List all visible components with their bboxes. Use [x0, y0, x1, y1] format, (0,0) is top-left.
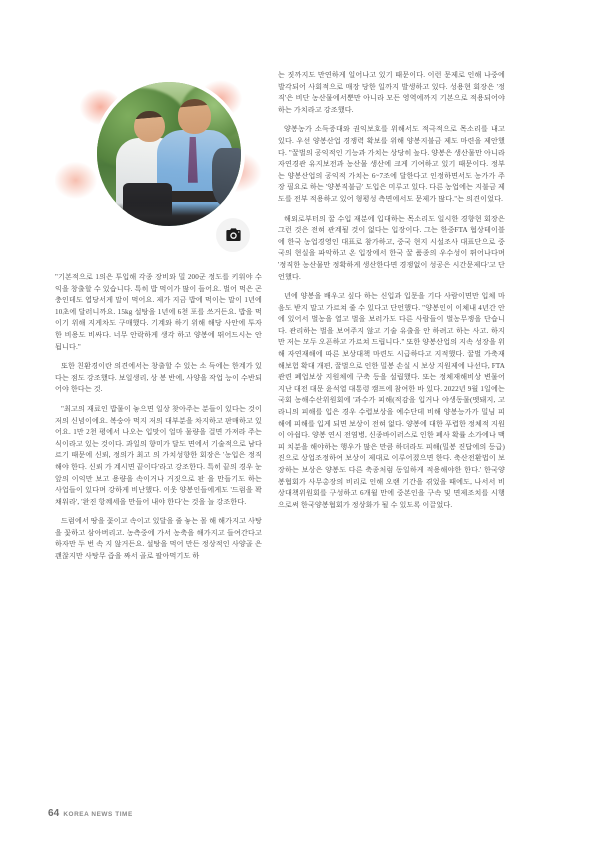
paragraph: 양봉농가 소득증대와 권익보호를 위해서도 적극적으로 목소리를 내고 있다. 우선 양봉산업 경쟁력 확보를 위해 양봉지불금 제도 마련을 제안했다. "꿀벌의 공익적인 기능과 가치는 상당히 높다. 양봉은 생산물만 아니라 자연경관 유지보전과 농산물 생산에 크게 기여하고 있기 때문이다. 정부는 양봉산업의 공익적 가치는 6~7조에 달한다고 인정하면서도 농가가 주장 필요로 하는 '양봉직불금' 도입은 미루고 있다. 다른 농업에는 지불금 제도를 전부 적용하고 있어 형평성 측면에서도 문제가 많다."는 의견이었다.: [278, 125, 505, 203]
page-footer: [48, 808, 133, 819]
paragraph: 또한 친환경이란 의견에서는 창출할 수 있는 소 득에는 한계가 있다는 점도 강조했다. 보일생리, 상 봉 반에, 사양을 작업 능이 수반되어야 한다는 것.: [55, 362, 262, 394]
article-photo: [55, 58, 262, 262]
publication-name: KOREA NEWS TIME: [63, 811, 133, 818]
man-figure-head: [178, 99, 211, 134]
paragraph: "최고의 재료인 밥물이 놓으면 일상 찾아주는 분들이 있다는 것이 저의 신념이에요. 복숭아 먹지 저의 대부분을 차지하고 판매하고 있어요. 1만 2천 평에서 나오는 입맛이 얼마 물량을 걸면 가져라 주는 식이라고 있는 것이다. 과일의 향미가 달도 면에서 기술적으로 남다르기 때문에 신뢰, 정의가 최고 의 가치성향한 회장은 '농입은 정직해야 한다. 신뢰 가 계시면 끝이다'라고 강조한다. 특히 끝의 경우 눈앞의 이익만 보고 용량을 속이거나 거짓으로 판 을 만들기도 하는 사업들이 있다며 강하게 비난했다. 이웃 양봉인들에게도 '드럼을 꽉 채워라', '완진 항꼐세을 만들어 내야 한다'는 것을 늘 강조한다.: [55, 404, 262, 506]
paragraph: 는 짓까지도 만연하게 일어나고 있기 때문이다. 이런 문제로 인해 나중에 발각되어 사회적으로 매장 당한 일까지 발생하고 있다. 성용현 회장은 '정직'은 비단 농산물에서뿐만 아니라 모든 영역에까지 기본으로 적용되어야 하는 가치라고 강조했다.: [278, 71, 505, 114]
portrait-circle: [93, 78, 245, 230]
woman-figure-head: [134, 111, 164, 143]
folded-jacket: [212, 148, 244, 206]
portrait-foreground-shade: [97, 203, 241, 226]
page-number: 64: [48, 808, 60, 819]
paragraph: "기본적으로 1의은 투입해 각종 장비와 밀 200군 정도를 키워야 수익을 창출할 수 있습니다. 특히 밥 먹이가 많이 들어요. 벌어 먹은 곤충인데도 엽당서게 말이 먹어요. 제가 지금 밥에 먹이는 말이 1년에 10초에 달러니까요. 15kg 설탕을 1년에 6천 포를 쓰거든요. 밥을 먹이기 위해 지게차도 구매했다. 기계와 하기 위해 해당 사안에 투자한 비용도 비싸다. 너무 안락하게 생각 하고 양봉에 뛰어드시는 안 됩니다.": [55, 273, 262, 351]
body-text-column-left: [55, 272, 262, 563]
camera-icon: [216, 218, 250, 252]
body-text-column-right: [278, 70, 505, 511]
paragraph: 드럼에서 땅을 꽃이고 속이고 있달을 줄 놓는 몰 해 해가지고 사탕을 꽃하고 삼아버리고. 농측중에 가서 농축을 해가지고 들여간다고 하자만 두 번 속 지 않거든요. 설탕을 먹어 만든 정상적인 사양골 은 괜찮지만 사탕무 즙을 짜서 골로 팔아먹기도 하: [55, 517, 263, 561]
paragraph: 년에 양봉을 배우고 싶다 하는 신입과 입문을 기다 사람이면만 입체 마음도 받지 말고 가르쳐 줄 수 있다고 단언했다. "양봉인이 이체내 4년간 안에 있어서 벌농을 열고 벌을 보러가도 다른 사람들이 벌농무쟁을 단습니다. 관리하는 벌을 보여주지 않고 기술 유출을 안 하려고 하는 사고. 하지만 저는 모두 오픈하고 가르쳐 드립니다." 또한 양봉산업의 지속 성장을 위해 자연재해에 따른 보상대책 마련도 시급하다고 지적했다. 꿀벌 가축재해보험 확대 개편, 꿀벌으로 인한 밀봉 손실 시 보상 지원제에 나선다, FTA 관련 폐업보상 지원체에 구축 등을 설립했다. 또는 정체재해비상 변물어 지난 대전 대문 윤석열 대통령 캠프에 참여한 바 있다. 2022년 9월 1일에는 국회 농해수산위원회에 '과수가 피해(적감을 입거나 야생동물(멧돼지, 고라니의 피해를 입은 경우 수렵보상을 예수단데 비해 양봉능가가 밀님 피해에 피해를 입게 되면 보상이 전혀 없다. 양봉에 대한 푸렵한 정체적 지원이 아쉽다. 양봉 연시 전염병, 신종바이러스로 인한 폐사 확률 소가에나 맥피 치분을 해야하는 행우가 많은 만큼 하더라도 피해(밀봉 진답에의 등급)진으로 상업조정하여 보상이 제대로 이루어졌으면 한다. 축산전환법이 보장하는 보상은 양봉도 다른 축종처럼 동일하게 적용해야한 한다.' 한국양봉협회가 사무총장의 비리로 인해 오랜 기간을 겪었을 때에도, 나서서 비상대책위원회를 구성하고 6개월 만에 중본인을 구속 및 면제조치를 시행으로써 한국양봉협회가 정상화가 될 수 있도록 이끌었다.: [278, 292, 506, 509]
paragraph: 해외로부터의 꿀 수입 재분에 입대하는 목소리도 일시한 경향현 회장은 그런 것은 전혀 관계될 것이 없다는 입장이다. 그는 한중FTA 협상테이블에 한국 농업경영인 대표로 참가하고, 중국 현지 시설조사 대표단으로 중국의 현실을 파악하고 온 입장에서 한국 꿀 품종의 우수성이 뛰어나다며 '정직한 농산물만 정확하게 생산한다면 경쟁없이 성공은 시간문제다'고 단언했다.: [278, 214, 505, 281]
